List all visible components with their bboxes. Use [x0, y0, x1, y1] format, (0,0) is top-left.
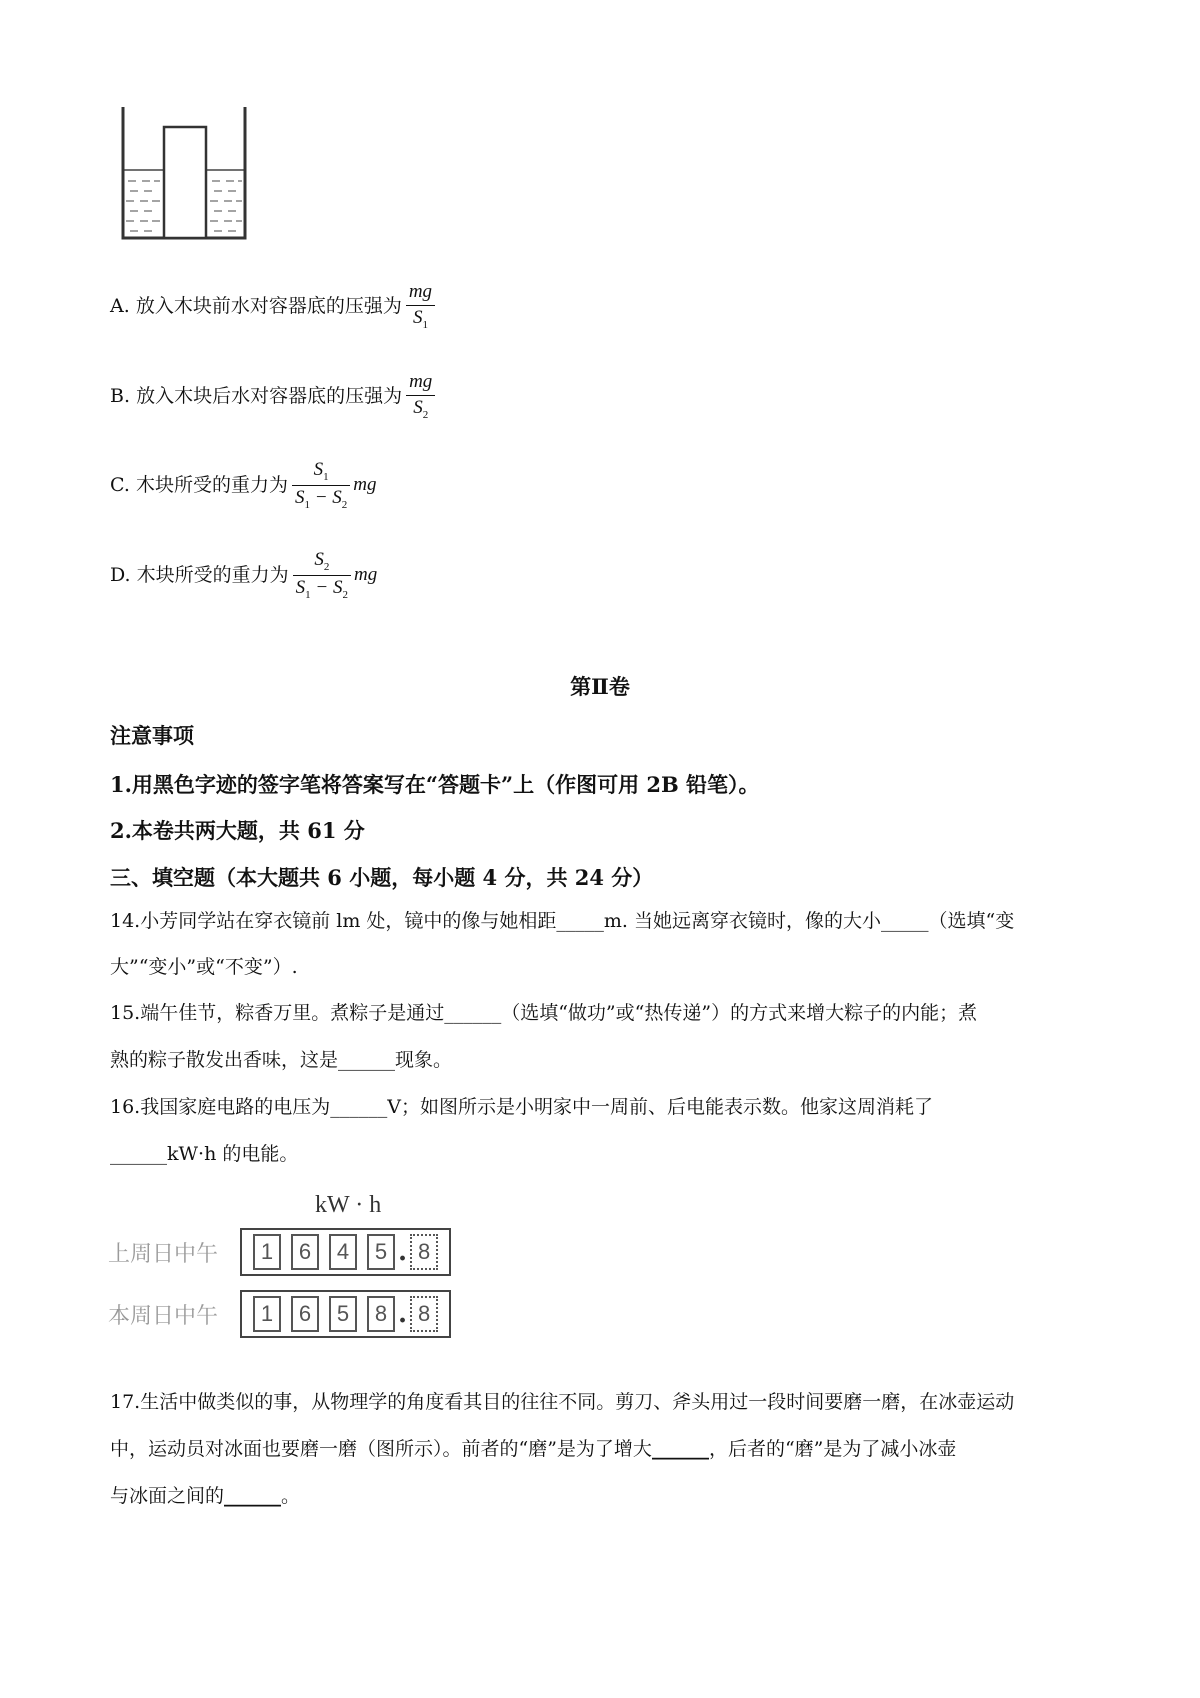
answer-blank: ______: [651, 1438, 709, 1460]
question-14-line2: 大”“变小”或“不变”）.: [110, 956, 298, 978]
option-a: [110, 282, 435, 331]
option-a-fraction: [406, 282, 435, 331]
meter-label: 上周日中午: [108, 1241, 219, 1267]
meter-label: 本周日中午: [108, 1303, 219, 1329]
meter-digits: [240, 1290, 451, 1338]
option-a-text: 放入木块前水对容器底的压强为: [135, 294, 402, 317]
option-d-text: 木块所受的重力为: [136, 563, 289, 586]
container-diagram: [120, 105, 270, 255]
decimal-point: .: [398, 1299, 408, 1329]
part3-title: 三、填空题（本大题共 6 小题，每小题 4 分，共 24 分）: [110, 865, 654, 890]
fraction-denominator: $S_2$: [413, 396, 429, 421]
option-d-fraction: [293, 550, 351, 601]
fraction-numerator: mg: [406, 282, 435, 306]
meter-digit: 4: [329, 1234, 357, 1270]
option-b-fraction: [406, 372, 435, 421]
fraction-denominator: $S_1 - S_2$: [294, 486, 348, 511]
section-title: 第Ⅱ卷: [570, 674, 630, 699]
note-2: 2.本卷共两大题，共 61 分: [110, 818, 365, 843]
meter-decimal-digit: 8: [410, 1296, 438, 1332]
fraction-numerator: $S_2$: [293, 550, 351, 576]
option-c-letter: C.: [110, 473, 130, 496]
water-hatch-left: [126, 181, 160, 231]
meter-digit: 6: [291, 1296, 319, 1332]
question-16-line2: ______kW·h 的电能。: [110, 1143, 299, 1165]
option-d: [110, 550, 377, 601]
decimal-point: .: [398, 1237, 408, 1267]
option-a-letter: A.: [110, 294, 130, 317]
answer-blank: ______: [224, 1485, 282, 1507]
fraction-denominator: $S_1 - S_2$: [295, 576, 348, 601]
option-b: [110, 372, 435, 421]
meter-digits: [240, 1228, 451, 1276]
option-c-text: 木块所受的重力为: [135, 473, 288, 496]
option-c-tail: mg: [353, 473, 377, 495]
question-15-line1: 15.端午佳节，粽香万里。煮粽子是通过______（选填“做功”或“热传递”）的方式来增大粽子的内能；煮: [110, 1002, 978, 1024]
option-b-letter: B.: [110, 384, 131, 407]
meter-unit: kW · h: [315, 1192, 382, 1218]
question-17-line3: 与冰面之间的______。: [110, 1485, 301, 1507]
meter-row-last-week: [108, 1228, 451, 1276]
question-17-line2: 中，运动员对冰面也要磨一磨（图所示）。前者的“磨”是为了增大______，后者的“磨”是为了减小冰壶: [110, 1438, 957, 1460]
meter-row-this-week: [108, 1290, 451, 1338]
fraction-numerator: mg: [406, 372, 435, 396]
fraction-denominator: $S_1$: [412, 306, 428, 331]
option-b-text: 放入木块后水对容器底的压强为: [136, 384, 403, 407]
meter-digit: 6: [291, 1234, 319, 1270]
option-c-fraction: [292, 460, 350, 511]
option-d-tail: mg: [354, 563, 378, 585]
meter-digit: 1: [253, 1234, 281, 1270]
meter-digit: 5: [367, 1234, 395, 1270]
meter-decimal-digit: 8: [410, 1234, 438, 1270]
meter-digit: 1: [253, 1296, 281, 1332]
fraction-numerator: $S_1$: [292, 460, 350, 486]
water-hatch-right: [210, 181, 242, 231]
question-15-line2: 熟的粽子散发出香味，这是______现象。: [110, 1049, 453, 1071]
wood-block: [164, 127, 206, 238]
note-1: 1.用黑色字迹的签字笔将答案写在“答题卡”上（作图可用 2B 铅笔）。: [110, 772, 760, 797]
notes-title: 注意事项: [110, 723, 194, 748]
meter-digit: 8: [367, 1296, 395, 1332]
question-14-line1: 14.小芳同学站在穿衣镜前 lm 处，镜中的像与她相距_____m. 当她远离穿衣镜时，像的大小_____（选填“变: [110, 910, 1015, 932]
option-d-letter: D.: [110, 563, 131, 586]
question-16-line1: 16.我国家庭电路的电压为______V；如图所示是小明家中一周前、后电能表示数。他家这周消耗了: [110, 1096, 933, 1118]
meter-digit: 5: [329, 1296, 357, 1332]
option-c: [110, 460, 377, 511]
question-17-line1: 17.生活中做类似的事，从物理学的角度看其目的往往不同。剪刀、斧头用过一段时间要磨一磨，在冰壶运动: [110, 1391, 1015, 1413]
